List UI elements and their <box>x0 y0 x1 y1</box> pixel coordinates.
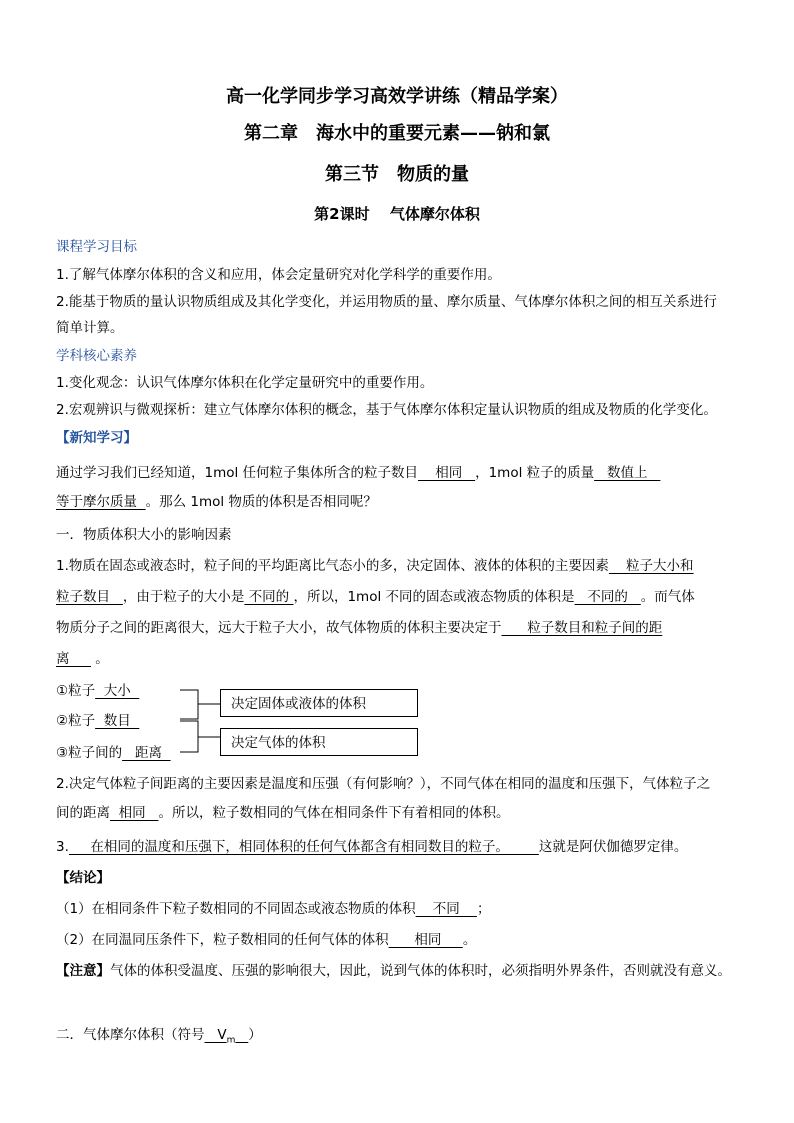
section-title: 第三节 物质的量 <box>325 164 469 185</box>
core-item: 1.变化观念：认识气体摩尔体积在化学定量研究中的重要作用。 <box>56 375 434 391</box>
factor-3: ③粒子间的 距离 <box>56 745 171 761</box>
para1-line-2: 粒子数目 ，由于粒子的大小是 不同的 ，所以，1mol 不同的固态或液态物质的体积是 不同的 。而气体 <box>56 589 695 605</box>
blank-answer: 粒子数目和粒子间的距 <box>501 620 663 636</box>
blank-answer: 粒子数目 <box>56 589 123 605</box>
blank-answer: 粒子大小和 <box>608 558 694 574</box>
box-solid-liquid-volume: 决定固体或液体的体积 <box>220 689 418 717</box>
blank-answer: 不同 <box>415 901 477 917</box>
note: 【注意】气体的体积受温度、压强的影响很大，因此，说到气体的体积时，必须指明外界条件，否则就没有意义。 <box>56 963 731 979</box>
new-knowledge-heading: 【新知学习】 <box>56 430 137 446</box>
section1-heading: 一．物质体积大小的影响因素 <box>56 527 232 543</box>
blank-answer: 不同的 <box>244 589 294 605</box>
core-heading: 学科核心素养 <box>56 348 137 364</box>
factor-2: ②粒子 数目 <box>56 713 140 729</box>
goal-item: 简单计算。 <box>56 320 124 336</box>
bracket-upper <box>180 690 198 719</box>
para2-line-1: 2.决定气体粒子间距离的主要因素是温度和压强（有何影响？），不同气体在相同的温度和压强下，气体粒子之 <box>56 776 711 792</box>
blank-answer: 相同 <box>388 932 463 948</box>
blank-answer: 离 <box>56 651 91 667</box>
note-label: 【注意】 <box>56 963 110 979</box>
chapter-title: 第二章 海水中的重要元素——钠和氯 <box>244 123 550 144</box>
blank-answer: 数值上 <box>594 465 661 481</box>
blank-answer: 相同 <box>110 805 159 821</box>
para1-line-1: 1.物质在固态或液态时，粒子间的平均距离比气态小的多，决定固体、液体的体积的主要因素 粒子大小和 <box>56 558 694 574</box>
blank-answer: 大小 <box>95 683 140 699</box>
para1-line-4: 离 。 <box>56 651 109 667</box>
conclusion-2: （2）在同温同压条件下，粒子数相同的任何气体的体积 相同 。 <box>56 932 477 948</box>
para3: 3. 在相同的温度和压强下，相同体积的任何气体都含有相同数目的粒子。 这就是阿伏伽德罗定律。 <box>56 839 688 855</box>
blank-answer: 数目 <box>95 713 140 729</box>
goals-heading: 课程学习目标 <box>56 239 137 255</box>
doc-title: 高一化学同步学习高效学讲练（精品学案） <box>226 86 568 107</box>
factor-1: ①粒子 大小 <box>56 683 140 699</box>
blank-answer: $V_m$ <box>204 1027 236 1046</box>
conclusion-1: （1）在相同条件下粒子数相同的不同固态或液态物质的体积 不同 ； <box>56 901 491 917</box>
blank-answer: 不同的 <box>574 589 641 605</box>
goal-item: 1.了解气体摩尔体积的含义和应用，体会定量研究对化学科学的重要作用。 <box>56 267 501 283</box>
para1-line-3: 物质分子之间的距离很大，远大于粒子大小，故气体物质的体积主要决定于 粒子数目和粒子间的距 <box>56 620 663 636</box>
bracket-lower <box>180 721 198 752</box>
box-gas-volume: 决定气体的体积 <box>220 728 418 756</box>
section2-heading: 二．气体摩尔体积（符号 $V_m$ ） <box>56 1027 262 1046</box>
blank-answer: 在相同的温度和压强下，相同体积的任何气体都含有相同数目的粒子。 <box>68 839 539 855</box>
intro-line-1: 通过学习我们已经知道，1mol 任何粒子集体所含的粒子数目 相同 ，1mol 粒子的质量 数值上 <box>56 465 661 481</box>
blank-answer: 等于摩尔质量 <box>56 494 146 510</box>
blank-answer: 相同 <box>418 465 476 481</box>
goal-item: 2.能基于物质的量认识物质组成及其化学变化，并运用物质的量、摩尔质量、气体摩尔体积之间的相互关系进行 <box>56 294 717 310</box>
conclusion-heading: 【结论】 <box>56 870 110 886</box>
para2-line-2: 间的距离 相同 。所以，粒子数相同的气体在相同条件下有着相同的体积。 <box>56 805 510 821</box>
intro-line-2: 等于摩尔质量 。那么 1mol 物质的体积是否相同呢？ <box>56 494 377 510</box>
lesson-title: 第2课时 气体摩尔体积 <box>314 205 480 223</box>
core-item: 2.宏观辨识与微观探析：建立气体摩尔体积的概念，基于气体摩尔体积定量认识物质的组成及物质的化学变化。 <box>56 402 717 418</box>
blank-answer: 距离 <box>122 745 171 761</box>
